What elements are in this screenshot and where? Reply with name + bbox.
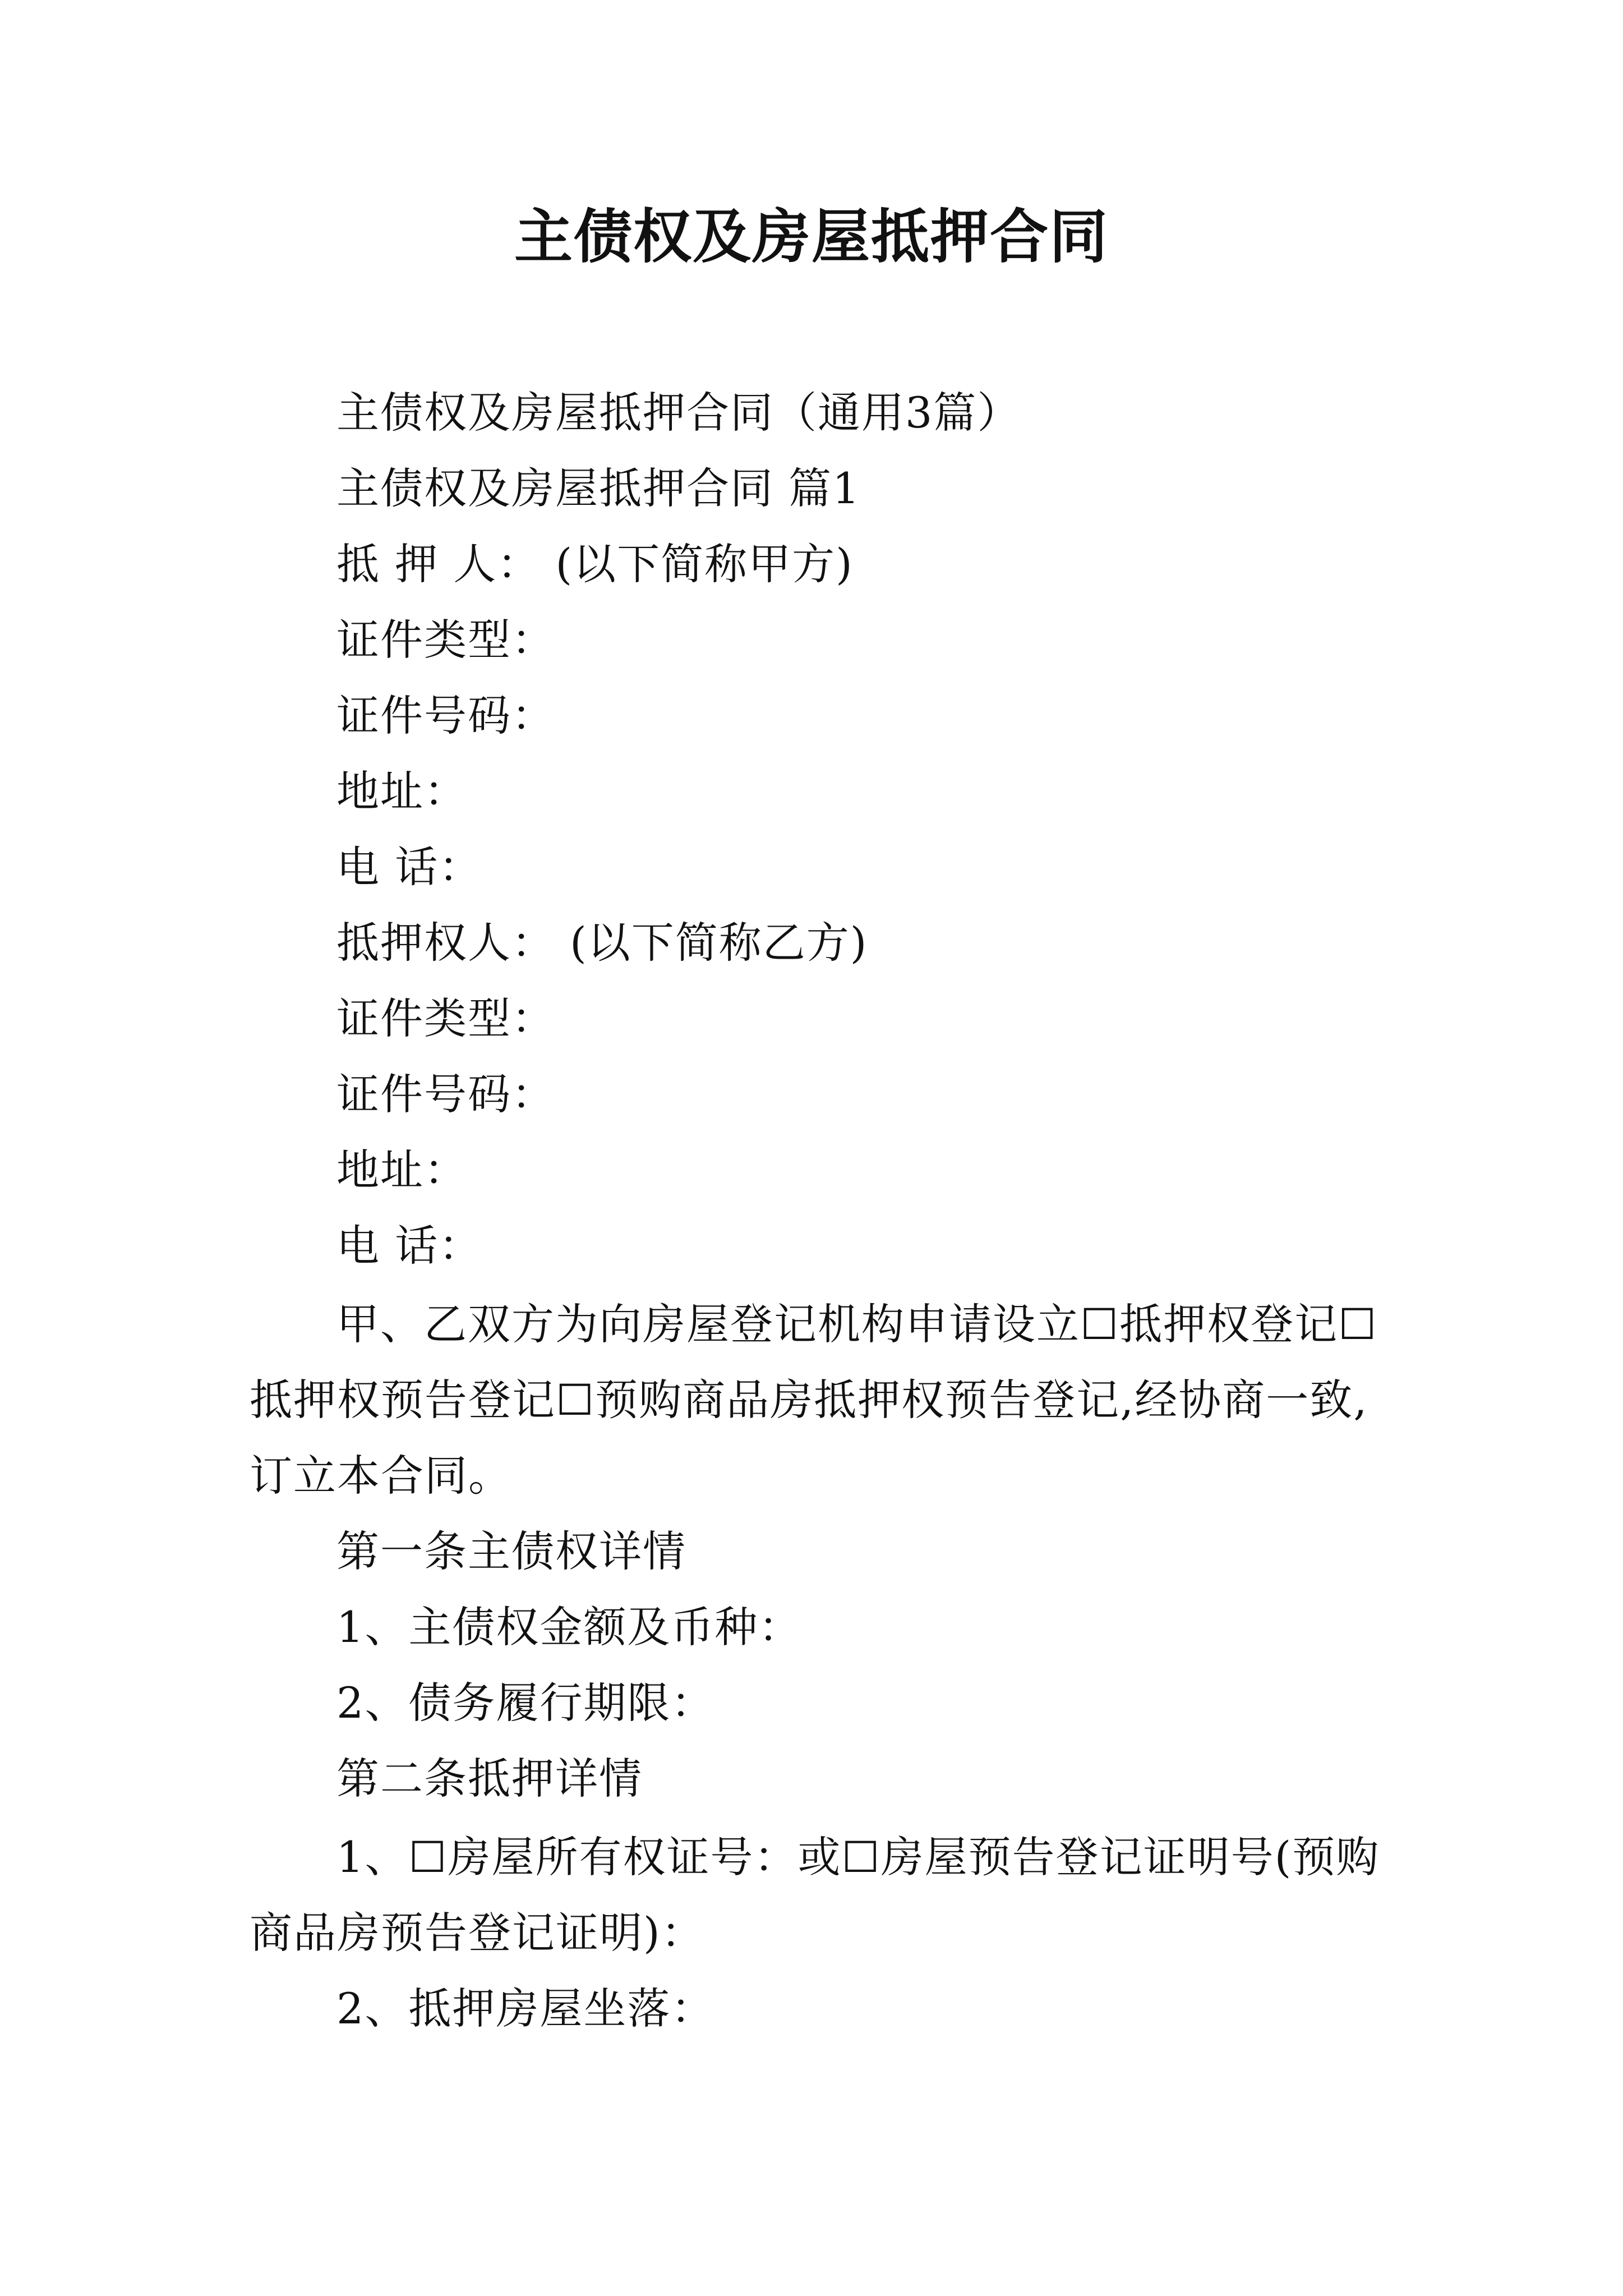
mortgagee-line: 抵押权人： (以下简称乙方) [336, 918, 868, 968]
mortgagee-id-type: 证件类型： [336, 993, 555, 1043]
section-heading-part1: 主债权及房屋抵押合同 篇1 [336, 463, 861, 513]
mortgagor-address: 地址： [336, 766, 468, 816]
article-2-item-1: 1、☐房屋所有权证号：或☐房屋预告登记证明号(预购 [336, 1832, 1380, 1882]
document-title: 主债权及房屋抵押合同 [514, 202, 1109, 271]
article-1-item-1: 1、主债权金额及币种： [336, 1602, 803, 1652]
mortgagee-id-number: 证件号码： [336, 1069, 555, 1119]
article-1-item-2: 2、债务履行期限： [336, 1678, 715, 1728]
preamble-line-2: 抵押权预告登记☐预购商品房抵押权预告登记,经协商一致, [250, 1375, 1368, 1425]
mortgagor-line: 抵 押 人： (以下简称甲方) [336, 539, 854, 589]
mortgagor-phone: 电 话： [336, 842, 483, 892]
preamble-line-3: 订立本合同。 [250, 1451, 512, 1501]
article-2-item-2: 2、抵押房屋坐落： [336, 1984, 715, 2033]
doc-subtitle: 主债权及房屋抵押合同（通用3篇） [336, 388, 1021, 438]
mortgagee-address: 地址： [336, 1145, 468, 1195]
mortgagor-id-type: 证件类型： [336, 615, 555, 665]
article-2-item-1-cont: 商品房预告登记证明)： [250, 1908, 705, 1958]
mortgagee-phone: 电 话： [336, 1221, 483, 1271]
mortgagor-id-number: 证件号码： [336, 691, 555, 740]
article-2-heading: 第二条抵押详情 [336, 1754, 643, 1803]
preamble-line-1: 甲、乙双方为向房屋登记机构申请设立☐抵押权登记☐ [336, 1299, 1378, 1349]
article-1-heading: 第一条主债权详情 [336, 1526, 686, 1576]
